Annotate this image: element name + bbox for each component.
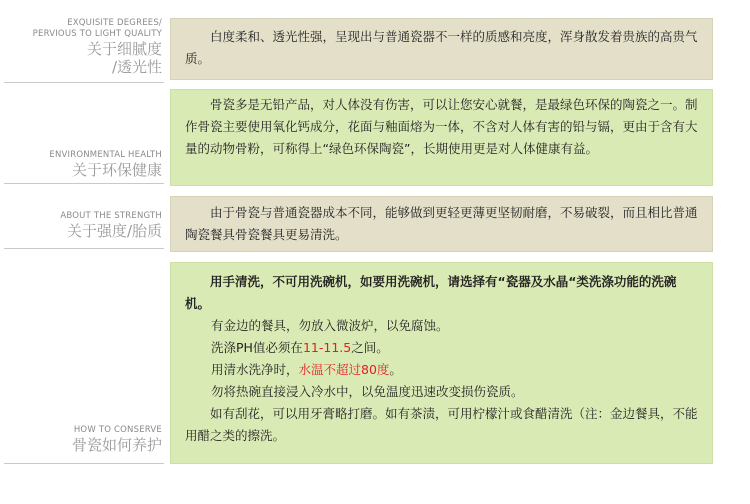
label-divider	[4, 183, 164, 184]
care-item-highlight: 水温不超过80度	[298, 362, 390, 377]
section-en-title: HOW TO CONSERVE	[73, 425, 162, 435]
section-en-title: ABOUT THE STRENGTH	[60, 211, 162, 221]
section-text-box	[170, 196, 713, 252]
section-text-box	[170, 18, 713, 80]
care-item	[185, 359, 700, 381]
section-label	[0, 18, 162, 76]
section-en-title: PERVIOUS TO LIGHT QUALITY	[32, 29, 162, 39]
section-cn-title: 骨瓷如何养护	[71, 436, 162, 454]
section-cn-title: 关于细腻度	[86, 40, 162, 58]
label-divider	[4, 463, 164, 464]
care-headline: 用手清洗，不可用洗碗机，如要用洗碗机，请选择有“瓷器及水晶“类洗涤功能的洗碗机。	[185, 274, 677, 311]
care-item-text: 有金边的餐具，勿放入微波炉，以免腐蚀。	[211, 318, 449, 333]
care-item-text: 。	[389, 362, 402, 377]
section-text: 骨瓷多是无铅产品，对人体没有伤害，可以让您安心就餐，是最绿色环保的陶瓷之一。制作骨瓷主要使用氧化钙成分，花面与釉面熔为一体，不含对人体有害的铅与镉，更由于含有大量的动物骨粉，可称得上“绿色环保陶瓷”，长期使用更是对人体健康有益。	[185, 97, 698, 156]
care-item	[185, 337, 700, 359]
care-item-text: 洗涤PH值必须在	[211, 340, 303, 355]
section-en-title: EXQUISITE DEGREES/	[67, 18, 162, 28]
section-text: 由于骨瓷与普通瓷器成本不同，能够做到更轻更薄更坚韧耐磨，不易破裂，而且相比普通陶瓷餐具骨瓷餐具更易清洗。	[185, 205, 698, 242]
section-cn-title: 关于强度/胎质	[66, 222, 162, 240]
care-item-text: 如有刮花，可以用牙膏略打磨。如有茶渍，可用柠檬汁或食醋清洗（注：金边餐具，不能用醋之类的擦洗。	[185, 406, 698, 443]
section-cn-title: /透光性	[111, 58, 162, 76]
care-item	[185, 381, 700, 403]
section-cn-title: 关于环保健康	[71, 161, 162, 179]
care-item	[185, 315, 700, 337]
care-item	[185, 403, 700, 447]
label-divider	[4, 248, 164, 249]
section-text: 白度柔和、透光性强，呈现出与普通瓷器不一样的质感和亮度，浑身散发着贵族的高贵气质。	[185, 29, 698, 66]
section-text-box	[170, 262, 713, 464]
section-text-box	[170, 89, 713, 186]
section-label	[0, 211, 162, 240]
section-exquisite	[0, 0, 750, 80]
care-item-highlight: 11-11.5	[302, 340, 352, 355]
section-label	[0, 150, 162, 179]
care-item-text: 勿将热碗直接浸入冷水中，以免温度迅速改变损伤瓷质。	[211, 384, 524, 399]
label-divider	[4, 82, 164, 83]
section-label	[0, 425, 162, 454]
care-item-text: 之间。	[351, 340, 389, 355]
care-item-text: 用清水洗净时，	[211, 362, 299, 377]
section-en-title: ENVIRONMENTAL HEALTH	[49, 150, 162, 160]
